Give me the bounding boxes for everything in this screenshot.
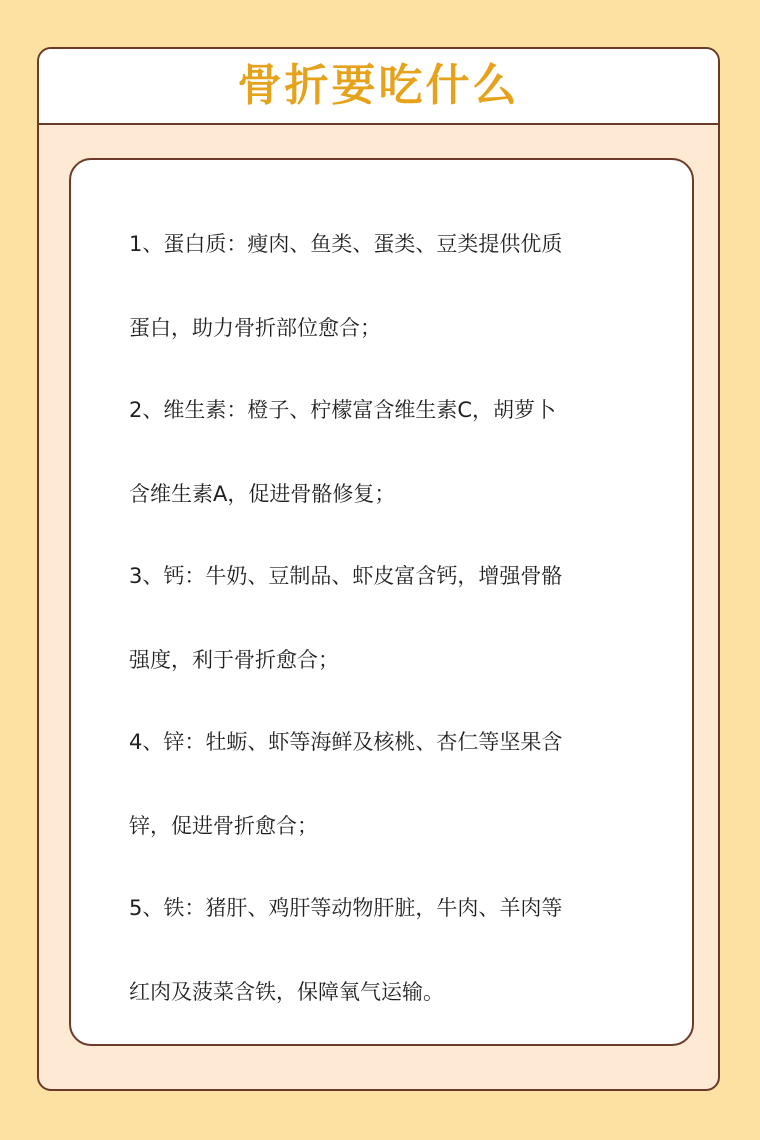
info-card bbox=[37, 47, 720, 1091]
list-item-line: 4、锌：牡蛎、虾等海鲜及核桃、杏仁等坚果含 bbox=[129, 730, 563, 754]
nutrient-list bbox=[129, 202, 649, 1032]
page-title: 骨折要吃什么 bbox=[237, 60, 520, 111]
list-item-line: 1、蛋白质：瘦肉、鱼类、蛋类、豆类提供优质 bbox=[129, 232, 563, 256]
list-item-calcium bbox=[129, 534, 649, 702]
content-box bbox=[69, 158, 694, 1046]
list-item-iron bbox=[129, 866, 649, 1034]
list-item-line: 3、钙：牛奶、豆制品、虾皮富含钙，增强骨骼 bbox=[129, 564, 563, 588]
list-item-line: 含维生素A，促进骨骼修复； bbox=[129, 482, 396, 506]
list-item-vitamin bbox=[129, 368, 649, 536]
list-item-zinc bbox=[129, 700, 649, 868]
list-item-line: 5、铁：猪肝、鸡肝等动物肝脏，牛肉、羊肉等 bbox=[129, 896, 563, 920]
list-item-line: 红肉及菠菜含铁，保障氧气运输。 bbox=[129, 980, 444, 1004]
list-item-line: 2、维生素：橙子、柠檬富含维生素C，胡萝卜 bbox=[129, 398, 557, 422]
card-header bbox=[39, 49, 718, 125]
list-item-line: 强度，利于骨折愈合； bbox=[129, 648, 339, 672]
list-item-line: 锌，促进骨折愈合； bbox=[129, 814, 318, 838]
list-item-protein bbox=[129, 202, 649, 370]
list-item-line: 蛋白，助力骨折部位愈合； bbox=[129, 316, 381, 340]
